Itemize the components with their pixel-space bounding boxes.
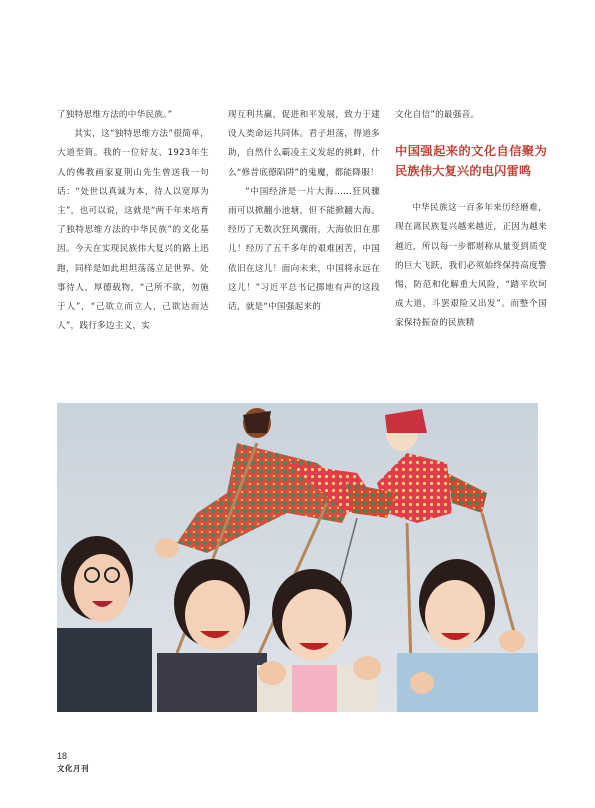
paragraph: 其实，这“独特思维方法”很简单，大道至简。我的一位好友、1923年生人的佛教画家夏荆山先生曾送我一句话：“处世以真诚为本，待人以宽厚为主”，也可以说，这就是“两千年来培育了独特思维方法的中华民族”的文化基因。今天在实现民族伟大复兴的路上迅跑，同样是如此坦坦荡荡立足世界、处事待人，厚德载物，“己所不欲，勿施于人”，“己欲立而立人，己欲达而达人”，践行多边主义，实 bbox=[57, 129, 209, 332]
magazine-logo: 文化月刊 bbox=[57, 764, 89, 773]
text-column-2 bbox=[228, 106, 380, 317]
shadow-puppet-photo bbox=[57, 403, 538, 712]
page-number: 18 bbox=[57, 751, 68, 761]
paragraph: “中国经济是一片大海……狂风骤雨可以掀翻小池塘，但不能掀翻大海。经历了无数次狂风骤雨，大海依旧在那儿！经历了五千多年的艰难困苦，中国依旧在这儿！面向未来，中国将永远在这儿！”习近平总书记掷地有声的这段话，就是“中国强起来的 bbox=[228, 186, 380, 313]
paragraph: 了独特思维方法的中华民族。” bbox=[57, 110, 173, 120]
paragraph: 中华民族这一百多年来历经磨难，现在离民族复兴越来越近，正因为越来越近，所以每一步都堪称从量变到质变的巨大飞跃，我们必须始终保持高度警惕，防范和化解重大风险，“踏平坎坷成大道，斗罢艰险又出发”。而整个国家保持振奋的民族精 bbox=[395, 203, 547, 329]
photo-illustration bbox=[57, 403, 538, 712]
section-subheading: 中国强起来的文化自信聚为民族伟大复兴的电闪雷鸣 bbox=[395, 144, 547, 179]
paragraph: 现互利共赢，促进和平发展，致力于建设人类命运共同体。君子坦荡，得道多助，自然什么霸凌主义发起的挑衅，什么“修昔底德陷阱”的鬼魔，都能降服！ bbox=[228, 110, 380, 178]
paragraph: 文化自信”的最强音。 bbox=[395, 110, 480, 120]
text-column-1 bbox=[57, 106, 209, 336]
text-column-3 bbox=[395, 106, 547, 334]
